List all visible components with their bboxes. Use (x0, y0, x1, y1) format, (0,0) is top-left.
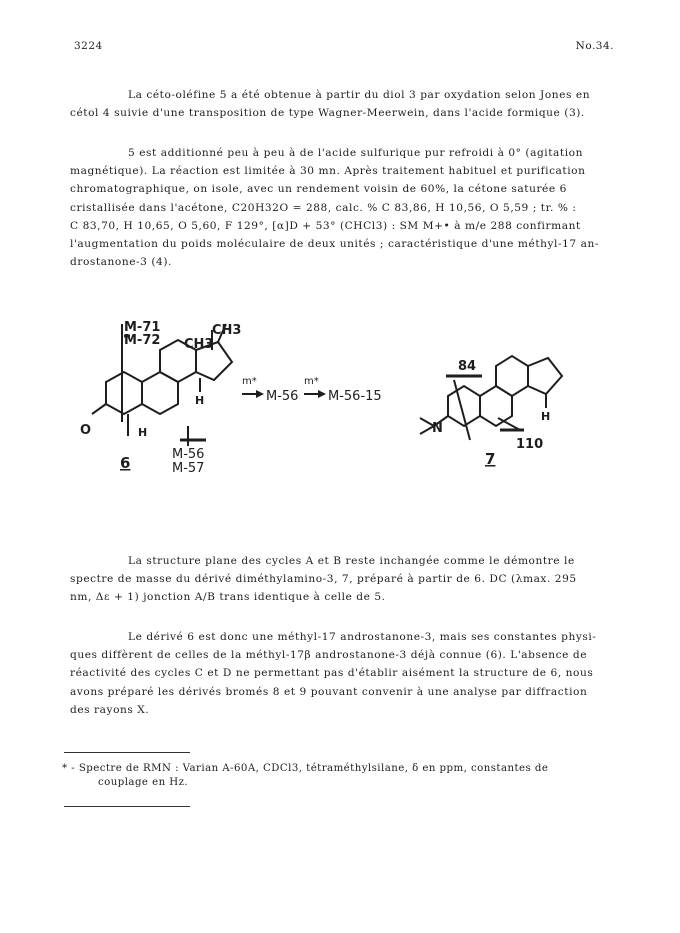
paragraph-acid-treatment (70, 144, 616, 271)
metastable-label: m* (304, 376, 319, 387)
text-line: avons préparé les dérivés bromés 8 et 9 pouvant convenir à une analyse par diffraction (70, 685, 588, 698)
text-line: magnétique). La réaction est limitée à 30 mn. Après traitement habituel et purification (70, 165, 586, 178)
arrow-head-2 (318, 390, 326, 398)
text-line: La céto-oléfine 5 a été obtenue à partir du diol 3 par oxydation selon Jones en (128, 89, 591, 101)
fragment-label-m72: M-72 (124, 333, 161, 348)
footnote (62, 762, 618, 790)
footnote-rule (64, 752, 190, 753)
footnote-line: couplage en Hz. (98, 777, 189, 788)
journal-issue-number: No.34. (575, 40, 614, 52)
hydrogen-atom: H (138, 426, 148, 439)
fragment-label-m71: M-71 (124, 320, 161, 335)
fragment-product-m56-15: M-56-15 (328, 389, 382, 404)
text-line: C 83,70, H 10,65, O 5,60, F 129°, [α]D + 53° (CHCl3) : SM M+• à m/e 288 confirmant (70, 219, 581, 232)
methyl-label: CH3 (212, 323, 242, 338)
text-line: réactivité des cycles C et D ne permettant pas d'établir aisément la structure de 6, nous (70, 667, 594, 680)
fragment-label-m57: M-57 (172, 461, 205, 476)
text-line: nm, Δε + 1) jonction A/B trans identique à celle de 5. (70, 591, 386, 604)
arrow-head-1 (256, 390, 264, 398)
footnote-line: * - Spectre de RMN : Varian A-60A, CDCl3, tétraméthylsilane, δ en ppm, constantes de (62, 763, 549, 774)
text-line: l'augmentation du poids moléculaire de deux unités ; caractéristique d'une méthyl-17 an- (70, 238, 599, 251)
metastable-label: m* (242, 376, 257, 387)
nitrogen-atom: N (432, 421, 443, 436)
methyl-label: CH3 (184, 337, 214, 352)
text-line: des rayons X. (70, 703, 150, 716)
text-line: cristallisée dans l'acétone, C20H32O = 288, calc. % C 83,86, H 10,56, O 5,59 ; tr. % : (70, 201, 577, 214)
page-number: 3224 (74, 40, 103, 52)
compound-6-label: 6 (120, 454, 131, 472)
paragraph-derive-6 (70, 628, 616, 719)
fragment-label-110: 110 (516, 437, 544, 452)
text-line: Le dérivé 6 est donc une méthyl-17 androstanone-3, mais ses constantes physi- (128, 631, 597, 643)
text-line: chromatographique, on isole, avec un rendement voisin de 60%, la cétone saturée 6 (70, 183, 567, 196)
text-line: La structure plane des cycles A et B reste inchangée comme le démontre le (128, 555, 575, 567)
fragment-product-m56: M-56 (266, 389, 299, 404)
hydrogen-atom: H (541, 410, 551, 423)
text-line: spectre de masse du dérivé diméthylamino-3, 7, préparé à partir de 6. DC (λmax. 295 (70, 573, 577, 586)
paragraph-structure-plane (70, 552, 616, 607)
paragraph-ceto-olefine (70, 86, 616, 122)
text-line: cétol 4 suivie d'une transposition de type Wagner-Meerwein, dans l'acide formique (3). (70, 107, 585, 120)
compound-7-label: 7 (485, 450, 496, 468)
text-line: 5 est additionné peu à peu à de l'acide sulfurique pur refroidi à 0° (agitation (128, 147, 583, 159)
text-line: ques diffèrent de celles de la méthyl-17β androstanone-3 déjà connue (6). L'absence de (70, 649, 588, 662)
text-line: drostanone-3 (4). (70, 256, 172, 269)
oxygen-atom: O (80, 423, 92, 438)
fragment-label-84: 84 (458, 359, 477, 374)
fragment-label-m56: M-56 (172, 447, 205, 462)
footnote-rule-bottom (64, 806, 190, 807)
structure-figure (0, 300, 680, 500)
hydrogen-atom: H (195, 394, 205, 407)
